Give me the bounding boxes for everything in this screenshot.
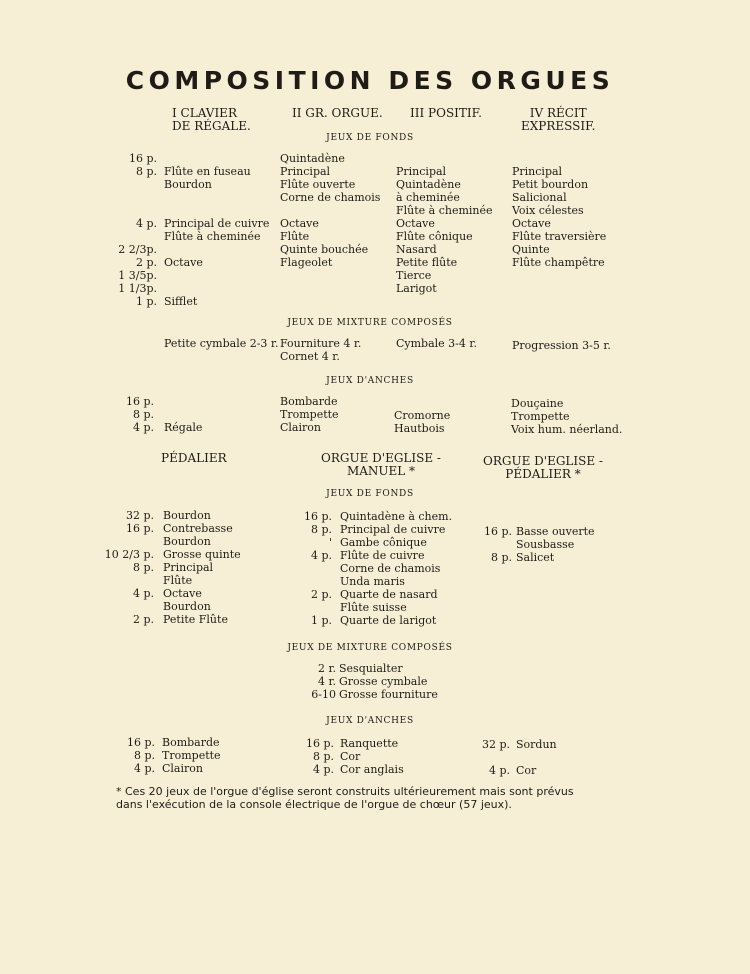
foot-size: 16 p. bbox=[303, 510, 332, 523]
stop-name: Octave bbox=[163, 587, 202, 600]
foot-size: 2 p. bbox=[132, 613, 154, 626]
stop-name: Quinte bouchée bbox=[280, 243, 369, 256]
eglise-pedalier-anches-foot-1: 32 p. bbox=[481, 738, 510, 751]
header-recit-expressif bbox=[521, 107, 595, 133]
stop-name: Petite Flûte bbox=[163, 613, 228, 626]
stop-name: Grosse quinte bbox=[163, 548, 241, 561]
mixture-grand-orgue bbox=[280, 337, 361, 363]
stop-name: Voix célestes bbox=[512, 204, 584, 217]
mixture-regale: Petite cymbale 2-3 r. bbox=[164, 337, 279, 350]
anches-positif-column bbox=[394, 409, 450, 435]
header-line: PÉDALIER * bbox=[505, 467, 581, 481]
page-title: COMPOSITION DES ORGUES bbox=[125, 66, 615, 95]
foot-size bbox=[112, 178, 157, 191]
stop-name: Quarte de larigot bbox=[340, 614, 437, 627]
foot-size: 4 p. bbox=[310, 549, 332, 562]
footnote-line: dans l'exécution de la console électrique de l'orgue de chœur (57 jeux). bbox=[116, 798, 512, 811]
stop-name: Corne de chamois bbox=[280, 191, 381, 204]
stop-name: Tierce bbox=[396, 269, 432, 282]
stop-name: Principal de cuivre bbox=[164, 217, 270, 230]
stop-name: Trompette bbox=[511, 410, 570, 423]
stop-name bbox=[164, 152, 269, 165]
foot-size: 1 p. bbox=[135, 295, 157, 308]
stop-name: Petite flûte bbox=[396, 256, 458, 269]
pedalier-names-column bbox=[163, 509, 241, 626]
stop-name: Salicet bbox=[516, 551, 555, 564]
stop-name: Flûte en fuseau bbox=[164, 165, 251, 178]
foot-size bbox=[296, 575, 332, 588]
anches-grand-orgue-column bbox=[280, 395, 339, 434]
header-orgue-eglise-manuel bbox=[321, 452, 441, 478]
foot-size: 4 r. bbox=[317, 675, 336, 688]
stop-name: Quinte bbox=[512, 243, 550, 256]
foot-size: 2 2/3p. bbox=[118, 243, 157, 256]
header-orgue-eglise-pedalier bbox=[483, 455, 603, 481]
stop-name: Grosse cymbale bbox=[339, 675, 428, 688]
foot-size: 8 p. bbox=[312, 750, 334, 763]
section-heading-anches: JEUX D'ANCHES bbox=[326, 716, 414, 726]
stop-name: Cornet 4 r. bbox=[280, 350, 340, 363]
header-line: DE RÉGALE. bbox=[172, 119, 251, 133]
foot-size: 4 p. bbox=[132, 587, 154, 600]
stop-name: Quintadène à chem. bbox=[340, 510, 453, 523]
fonds-grand-orgue-column bbox=[280, 152, 380, 269]
foot-size: 2 r. bbox=[317, 662, 336, 675]
eglise-pedalier-names-column bbox=[516, 525, 595, 564]
stop-name: Principal bbox=[280, 165, 331, 178]
foot-size: 4 p. bbox=[133, 762, 155, 775]
eglise-pedalier-anches-name-2: Cor bbox=[516, 764, 537, 777]
foot-size: 2 p. bbox=[310, 588, 332, 601]
stop-name: Contrebasse bbox=[163, 522, 233, 535]
foot-size: 8 p. bbox=[135, 165, 157, 178]
section-heading-mixture: JEUX DE MIXTURE COMPOSÉS bbox=[287, 643, 453, 653]
stop-name: Fourniture 4 r. bbox=[280, 337, 362, 350]
foot-size: 4 p. bbox=[132, 421, 154, 434]
manuel-anches-feet-column bbox=[296, 737, 334, 776]
header-pedalier: PÉDALIER bbox=[161, 451, 227, 465]
foot-size bbox=[112, 230, 157, 243]
stop-name: Quintadène bbox=[280, 152, 345, 165]
stop-name: Gambe cônique bbox=[340, 536, 427, 549]
foot-size: 8 p. bbox=[490, 551, 512, 564]
stop-name: Quarte de nasard bbox=[340, 588, 438, 601]
stop-name: Clairon bbox=[162, 762, 203, 775]
foot-size bbox=[296, 562, 332, 575]
header-line: MANUEL * bbox=[346, 464, 416, 478]
stop-name: Octave bbox=[512, 217, 551, 230]
header-line: ORGUE D'EGLISE - bbox=[321, 451, 441, 465]
stop-name: à cheminée bbox=[396, 191, 460, 204]
stop-name bbox=[164, 204, 269, 217]
header-clavier-regale bbox=[172, 107, 251, 133]
stop-name: Trompette bbox=[280, 408, 339, 421]
stop-name bbox=[164, 191, 269, 204]
pedalier-anches-names-column bbox=[162, 736, 221, 775]
manuel-mixture-names-column bbox=[339, 662, 438, 701]
stop-name: Sesquialter bbox=[339, 662, 403, 675]
stop-name bbox=[280, 204, 380, 217]
stop-name bbox=[164, 269, 269, 282]
stop-name: Douçaine bbox=[511, 397, 564, 410]
stop-name: Trompette bbox=[162, 749, 221, 762]
stop-name: Basse ouverte bbox=[516, 525, 595, 538]
pedalier-anches-feet-column bbox=[112, 736, 155, 775]
foot-size: 8 p. bbox=[310, 523, 332, 536]
header-line: IV RÉCIT bbox=[529, 106, 587, 120]
header-grand-orgue: II GR. ORGUE. bbox=[292, 106, 383, 120]
stop-name: Flûte bbox=[163, 574, 193, 587]
stop-name: Bourdon bbox=[163, 509, 211, 522]
fonds-recit-column bbox=[512, 165, 606, 269]
fonds-feet-column bbox=[112, 152, 157, 308]
stop-name: Bourdon bbox=[164, 178, 212, 191]
stop-name: Clairon bbox=[280, 421, 321, 434]
foot-size: 8 p. bbox=[132, 561, 154, 574]
stop-name: Corne de chamois bbox=[340, 562, 441, 575]
mixture-positif: Cymbale 3-4 r. bbox=[396, 337, 477, 350]
stop-name: Bourdon bbox=[163, 600, 211, 613]
foot-size: 16 p. bbox=[126, 736, 155, 749]
foot-size: 8 p. bbox=[132, 408, 154, 421]
stop-name: Flûte ouverte bbox=[280, 178, 356, 191]
foot-size: 2 p. bbox=[135, 256, 157, 269]
foot-size: 32 p. bbox=[125, 509, 154, 522]
header-line: I CLAVIER bbox=[172, 106, 237, 120]
stop-name: Octave bbox=[164, 256, 203, 269]
foot-size: 10 2/3 p. bbox=[104, 548, 154, 561]
eglise-pedalier-anches-foot-2: 4 p. bbox=[488, 764, 510, 777]
stop-name: Flûte à cheminée bbox=[396, 204, 493, 217]
stop-name: Grosse fourniture bbox=[339, 688, 438, 701]
stop-name: Octave bbox=[396, 217, 435, 230]
stop-name: Quintadène bbox=[396, 178, 461, 191]
stop-name: Bourdon bbox=[163, 535, 211, 548]
stop-name: Larigot bbox=[396, 282, 437, 295]
header-positif: III POSITIF. bbox=[410, 106, 482, 120]
pedalier-feet-column bbox=[104, 509, 154, 626]
foot-size: 4 p. bbox=[135, 217, 157, 230]
stop-name: Petit bourdon bbox=[512, 178, 589, 191]
foot-size: 1 3/5p. bbox=[118, 269, 157, 282]
foot-size: 1 p. bbox=[310, 614, 332, 627]
foot-size: 16 p. bbox=[305, 737, 334, 750]
stop-name: Bombarde bbox=[162, 736, 220, 749]
footnote bbox=[116, 785, 574, 811]
stop-name: Octave bbox=[280, 217, 319, 230]
header-line: EXPRESSIF. bbox=[521, 119, 596, 133]
foot-size bbox=[476, 538, 512, 551]
mixture-recit: Progression 3-5 r. bbox=[512, 339, 611, 352]
foot-size: 16 p. bbox=[483, 525, 512, 538]
stop-name: Flûte suisse bbox=[340, 601, 407, 614]
manuel-names-column bbox=[340, 510, 452, 627]
foot-size bbox=[296, 601, 332, 614]
stop-name: Flûte traversière bbox=[512, 230, 607, 243]
stop-name: Hautbois bbox=[394, 422, 445, 435]
header-line: ORGUE D'EGLISE - bbox=[483, 454, 603, 468]
stop-name: Principal bbox=[512, 165, 563, 178]
stop-name: Flûte cônique bbox=[396, 230, 473, 243]
stop-name: Ranquette bbox=[340, 737, 399, 750]
foot-size: 6-10 bbox=[311, 688, 336, 701]
manuel-mixture-feet-column bbox=[294, 662, 336, 701]
foot-size bbox=[104, 574, 154, 587]
foot-size bbox=[104, 600, 154, 613]
stop-name: Bombarde bbox=[280, 395, 338, 408]
anches-regale: Régale bbox=[164, 421, 203, 434]
stop-name: Principal de cuivre bbox=[340, 523, 446, 536]
fonds-positif-column bbox=[396, 165, 493, 295]
section-heading-fonds: JEUX DE FONDS bbox=[326, 133, 414, 143]
stop-name: Voix hum. néerland. bbox=[511, 423, 623, 436]
foot-size: 4 p. bbox=[312, 763, 334, 776]
foot-size: ' bbox=[328, 536, 332, 549]
manuel-anches-names-column bbox=[340, 737, 404, 776]
stop-name: Flûte de cuivre bbox=[340, 549, 425, 562]
foot-size: 16 p. bbox=[125, 395, 154, 408]
stop-name bbox=[164, 243, 269, 256]
eglise-pedalier-anches-name-1: Sordun bbox=[516, 738, 557, 751]
foot-size bbox=[112, 204, 157, 217]
stop-name: Flageolet bbox=[280, 256, 333, 269]
section-heading-mixture: JEUX DE MIXTURE COMPOSÉS bbox=[287, 318, 453, 328]
foot-size bbox=[104, 535, 154, 548]
anches-recit-column bbox=[511, 397, 622, 436]
foot-size: 16 p. bbox=[125, 522, 154, 535]
stop-name: Cor anglais bbox=[340, 763, 404, 776]
stop-name bbox=[164, 282, 269, 295]
stop-name: Flûte à cheminée bbox=[164, 230, 261, 243]
stop-name: Salicional bbox=[512, 191, 567, 204]
stop-name: Cor bbox=[340, 750, 361, 763]
stop-name: Sousbasse bbox=[516, 538, 575, 551]
eglise-pedalier-feet-column bbox=[476, 525, 512, 564]
stop-name: Flûte champêtre bbox=[512, 256, 605, 269]
foot-size: 8 p. bbox=[133, 749, 155, 762]
foot-size: 16 p. bbox=[128, 152, 157, 165]
foot-size: 1 1/3p. bbox=[118, 282, 157, 295]
stop-name: Principal bbox=[163, 561, 214, 574]
anches-feet-column bbox=[112, 395, 154, 434]
stop-name: Sifflet bbox=[164, 295, 198, 308]
foot-size bbox=[112, 191, 157, 204]
stop-name: Cromorne bbox=[394, 409, 451, 422]
fonds-regale-column bbox=[164, 152, 269, 308]
footnote-line: * Ces 20 jeux de l'orgue d'église seront construits ultérieurement mais sont prévus bbox=[116, 785, 574, 798]
stop-name: Unda maris bbox=[340, 575, 405, 588]
manuel-feet-column bbox=[296, 510, 332, 627]
stop-name: Principal bbox=[396, 165, 447, 178]
section-heading-fonds: JEUX DE FONDS bbox=[326, 489, 414, 499]
stop-name: Flûte bbox=[280, 230, 310, 243]
section-heading-anches: JEUX D'ANCHES bbox=[326, 376, 414, 386]
stop-name: Nasard bbox=[396, 243, 437, 256]
